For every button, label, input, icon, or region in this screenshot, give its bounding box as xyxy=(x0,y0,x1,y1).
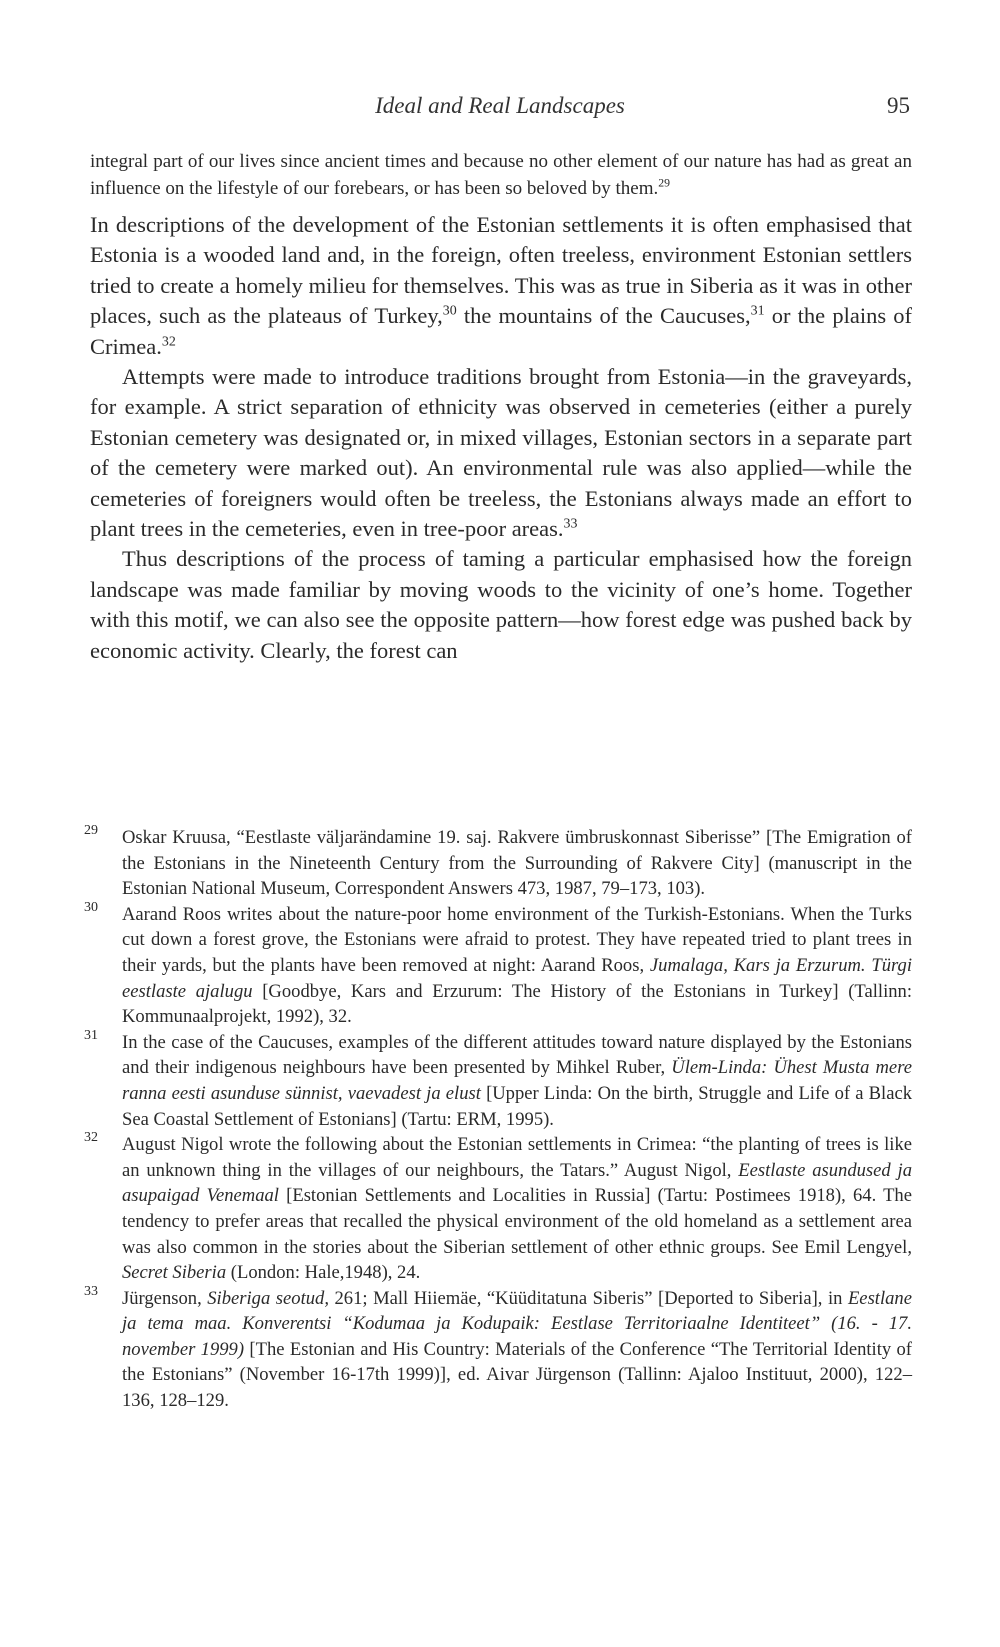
footnote-number: 30 xyxy=(84,899,98,915)
lead-text: integral part of our lives since ancient times and because no other element of our nature has had as great an influence on the lifestyle of our forebears, or has been so beloved by them. xyxy=(90,151,912,199)
para-text: Attempts were made to introduce traditions brought from Estonia—in the graveyards, for example. A strict separation of ethnicity was observed in cemeteries (either a purely Estonian cemetery was designated or, in mixed villages, Estonian sectors in a separate part of the cemetery were marked out). An environmental rule was also applied—while the cemeteries of foreigners would often be treeless, the Estonians always made an effort to plant trees in the cemeteries, even in tree-poor areas. xyxy=(90,364,912,542)
footnotes xyxy=(84,825,912,1414)
footnote-number: 33 xyxy=(84,1283,98,1299)
footnote-text-run: Aarand Roos writes about the nature-poor home environment of the Turkish-Estonians. When the Turks cut down a forest grove, the Estonians were afraid to protest. They have repeated tried to plant trees in their yards, but the plants have been removed at night: Aarand Roos, xyxy=(122,903,912,976)
footnote-text-run: (London: Hale,1948), 24. xyxy=(226,1262,421,1284)
footnote-title-italic: Siberiga seotud, xyxy=(207,1287,329,1309)
footnote-32 xyxy=(84,1132,912,1286)
note-ref-30[interactable]: 30 xyxy=(442,303,457,319)
note-ref-33[interactable]: 33 xyxy=(563,516,578,532)
main-text xyxy=(90,148,912,666)
paragraph-settlements xyxy=(90,210,912,362)
footnote-text xyxy=(122,1132,912,1286)
footnote-text-run: 261; Mall Hiiemäe, “Küüditatuna Siberis” [Deported to Siberia], in xyxy=(328,1287,848,1309)
para-text: the mountains of the Caucuses, xyxy=(456,303,751,329)
footnote-text-run: Oskar Kruusa, “Eestlaste väljarändamine 19. saj. Rakvere ümbruskonnast Siberisse” [The Emigration of the Estonians in the Nineteenth Century from the Surrounding of Rakvere City] (manuscript in the Estonian National Museum, Correspondent Answers 473, 1987, 79–173, 103). xyxy=(122,827,912,900)
footnote-title-italic: Eestlaste asundused ja asupaigad Venemaal xyxy=(122,1159,912,1207)
footnote-number: 29 xyxy=(84,823,98,838)
footnote-29 xyxy=(84,825,912,902)
paragraph-graveyards xyxy=(90,362,912,544)
para-text: In descriptions of the development of the Estonian settlements it is often emphasised that Estonia is a wooded land and, in the foreign, often treeless, environment Estonian settlers tried to create a homely milieu for themselves. This was as true in Siberia as it was in other places, such as the plateaus of Turkey, xyxy=(90,212,912,329)
footnote-text-run: [The Estonian and His Country: Materials of the Conference “The Territorial Identity of the Estonians” (November 16-17th 1999)], ed. Aivar Jürgenson (Tallinn: Ajaloo Instituut, 2000), 122–136, 128–129. xyxy=(122,1338,913,1412)
footnote-text-run: [Upper Linda: On the birth, Struggle and Life of a Black Sea Coastal Settlement of Estonians] (Tartu: ERM, 1995). xyxy=(122,1082,913,1130)
para-text: Thus descriptions of the process of taming a particular emphasised how the foreign landscape was made familiar by moving woods to the vicinity of one’s home. Together with this motif, we can also see the opposite pattern—how forest edge was pushed back by economic activity. Clearly, the forest can xyxy=(90,546,912,663)
footnote-text-run: August Nigol wrote the following about the Estonian settlements in Crimea: “the planting of trees is like an unknown thing in the villages of our neighbours, the Tatars.” August Nigol, xyxy=(122,1134,912,1181)
note-ref-32[interactable]: 32 xyxy=(161,334,176,350)
footnote-text xyxy=(122,825,912,902)
running-title: Ideal and Real Landscapes xyxy=(375,93,625,118)
note-ref-29[interactable]: 29 xyxy=(658,176,670,190)
footnote-33 xyxy=(84,1283,913,1414)
footnote-text-run: [Estonian Settlements and Localities in Russia] (Tartu: Postimees 1918), 64. The tendency to prefer areas that recalled the physical environment of the old homeland as a settlement area was also common in the stories about the Siberian settlement of other ethnic groups. See Emil Lengyel, xyxy=(122,1185,912,1258)
footnote-number: 32 xyxy=(84,1130,98,1146)
footnote-title-italic: Jumalaga, Kars ja Erzurum. Türgi eestlaste ajalugu xyxy=(122,954,913,1002)
footnote-text-run: Jürgenson, xyxy=(122,1287,208,1309)
footnote-text xyxy=(122,1030,912,1132)
footnote-text xyxy=(122,902,912,1030)
lead-paragraph xyxy=(90,148,912,202)
footnote-title-italic: Eestlane ja tema maa. Konverentsi “Kodumaa ja Kodupaik: Eestlase Territoriaalne Identiteet” (16. - 17. november 1999) xyxy=(122,1287,912,1360)
footnote-31 xyxy=(84,1027,913,1132)
page-number: 95 xyxy=(887,93,910,118)
note-ref-31[interactable]: 31 xyxy=(750,303,765,319)
footnote-title-italic: Ülem-Linda: Ühest Musta mere ranna eesti asunduse sünnist, vaevadest ja elust xyxy=(122,1057,912,1104)
footnote-30 xyxy=(84,899,913,1030)
footnote-number: 31 xyxy=(84,1027,98,1043)
running-header xyxy=(0,86,1000,126)
paragraph-landscape xyxy=(90,544,912,666)
footnote-text-run: In the case of the Caucuses, examples of the different attitudes toward nature displayed by the Estonians and their indigenous neighbours have been presented by Mihkel Ruber, xyxy=(122,1031,912,1079)
footnote-title-italic: Secret Siberia xyxy=(122,1262,227,1284)
footnote-text-run: [Goodbye, Kars and Erzurum: The History of the Estonians in Turkey] (Tallinn: Kommunaalprojekt, 1992), 32. xyxy=(122,980,912,1028)
para-text: or the plains of Crimea. xyxy=(90,303,913,359)
footnote-text xyxy=(122,1286,912,1414)
